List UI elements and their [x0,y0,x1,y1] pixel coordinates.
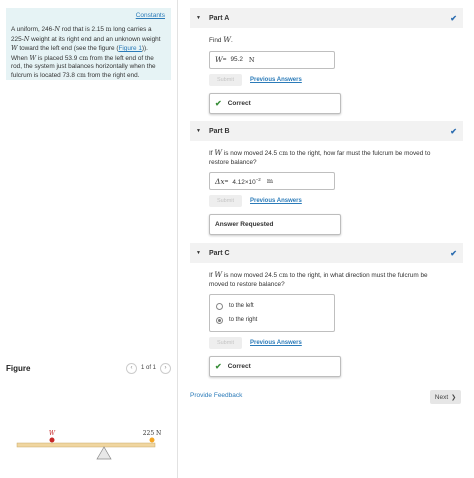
part-c [190,243,463,377]
part-a-feedback: ✔ Correct [209,93,341,114]
part-c-feedback: ✔ Correct [209,356,341,377]
next-button[interactable]: Next ❯ [430,390,461,404]
part-b-actions [209,195,444,207]
check-icon: ✔ [450,13,457,23]
part-c-direction-options [209,294,335,332]
part-b-previous-answers-link[interactable]: Previous Answers [250,198,302,205]
part-c-submit-button[interactable]: Submit [209,337,242,349]
part-b [190,121,463,235]
chevron-right-icon: ❯ [451,394,457,401]
weight-225-label: 225 N [142,430,162,437]
part-a-title: Part A [208,14,230,22]
option-to-the-right[interactable]: to the right [216,313,328,327]
check-icon: ✔ [450,248,457,258]
weight-w-marker [50,438,55,443]
caret-down-icon: ▼ [196,15,201,21]
part-b-title: Part B [208,127,230,135]
column-divider [177,0,178,478]
fulcrum [97,447,111,459]
part-b-question: If W is now moved 24.5 cm to the right, how far must the fulcrum be moved to restore balance? [209,148,431,166]
provide-feedback-link[interactable]: Provide Feedback [190,392,243,399]
part-b-submit-button[interactable]: Submit [209,195,242,207]
checkmark-icon: ✔ [215,362,222,372]
figure-header [6,358,171,378]
part-a-answer-value: 95.2 [230,56,243,64]
weight-w-label: W [48,430,56,437]
constants-link[interactable]: Constants [135,12,165,19]
part-a-submit-button[interactable]: Submit [209,74,242,86]
part-a-body [190,28,463,114]
caret-down-icon: ▼ [196,128,201,134]
part-a-actions [209,74,444,86]
part-b-feedback: Answer Requested [209,214,341,235]
figure-page-count: 1 of 1 [140,365,156,371]
part-c-title: Part C [208,249,230,257]
option-to-the-left[interactable]: to the left [216,299,328,313]
part-b-answer-unit: m [266,177,273,186]
part-c-actions [209,337,444,349]
part-a-header[interactable] [190,8,463,28]
radio-button[interactable] [216,303,223,310]
figure-link[interactable]: Figure 1 [118,45,142,53]
part-b-answer-field[interactable]: Δx = $4.12\times 10^{-2}$ m [209,172,335,190]
part-c-body [190,263,463,377]
figure-pager [126,363,171,374]
weight-225-marker [150,438,155,443]
part-a-answer-unit: N [248,55,255,64]
rod-figure [6,426,166,464]
figure-title: Figure [6,363,31,373]
part-a-answer-field[interactable]: W = 95.2 N [209,51,335,69]
problem-statement-box [6,8,171,80]
part-a-previous-answers-link[interactable]: Previous Answers [250,76,302,83]
previous-figure-button[interactable]: ‹ [126,363,137,374]
check-icon: ✔ [450,126,457,136]
checkmark-icon: ✔ [215,98,222,108]
part-c-header[interactable] [190,243,463,263]
radio-button-selected[interactable] [216,317,223,324]
part-a-question: Find W. [209,35,233,44]
part-b-header[interactable] [190,121,463,141]
part-b-body [190,141,463,235]
part-c-question: If W is now moved 24.5 cm to the right, in what direction must the fulcrum be moved to restore balance? [209,270,428,288]
part-b-answer-value: $4.12\times 10^{-2}$ [232,176,261,186]
part-c-previous-answers-link[interactable]: Previous Answers [250,340,302,347]
next-figure-button[interactable]: › [160,363,171,374]
rod [17,443,155,447]
caret-down-icon: ▼ [196,250,201,256]
part-a [190,8,463,114]
problem-text: A uniform, 246-N rod that is 2.15 m long carries a 225-N weight at its right end and an unknown weight W toward the left end (see the figure (Figure 1)). When W is placed 53.9 cm from the left end of the rod, the system just balances horizontally when the fulcrum is located 73.8 cm from the right end. [11,25,161,79]
